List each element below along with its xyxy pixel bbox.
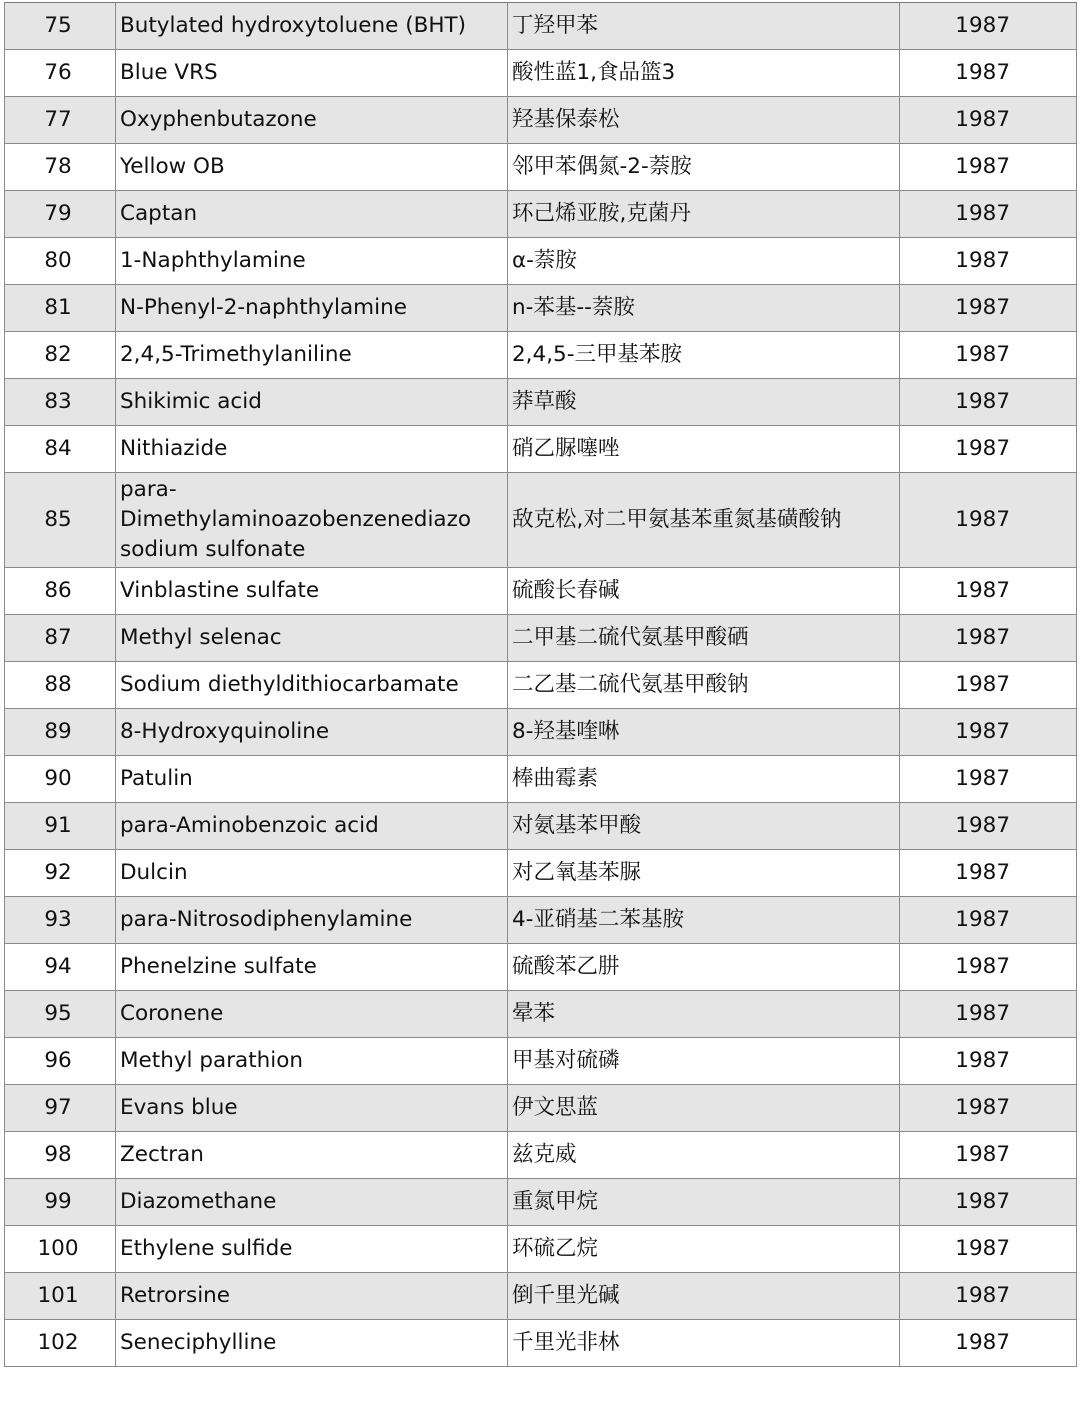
chinese-name: 4-亚硝基二苯基胺 <box>508 897 900 944</box>
table-row <box>5 473 1077 568</box>
english-name: Retrorsine <box>116 1273 508 1320</box>
english-name: Zectran <box>116 1132 508 1179</box>
row-number: 79 <box>5 191 116 238</box>
english-name: Seneciphylline <box>116 1320 508 1367</box>
year: 1987 <box>900 144 1077 191</box>
english-name: Blue VRS <box>116 50 508 97</box>
year: 1987 <box>900 568 1077 615</box>
year: 1987 <box>900 1179 1077 1226</box>
chinese-name: 二乙基二硫代氨基甲酸钠 <box>508 662 900 709</box>
year: 1987 <box>900 426 1077 473</box>
row-number: 83 <box>5 379 116 426</box>
chinese-name: 羟基保泰松 <box>508 97 900 144</box>
english-name: Captan <box>116 191 508 238</box>
english-name: para-Nitrosodiphenylamine <box>116 897 508 944</box>
table-row <box>5 850 1077 897</box>
chinese-name: 伊文思蓝 <box>508 1085 900 1132</box>
year: 1987 <box>900 991 1077 1038</box>
chinese-name: 酸性蓝1,食品篮3 <box>508 50 900 97</box>
year: 1987 <box>900 191 1077 238</box>
table-row <box>5 1132 1077 1179</box>
table-row <box>5 1226 1077 1273</box>
table-row <box>5 332 1077 379</box>
chinese-name: n-苯基--萘胺 <box>508 285 900 332</box>
chinese-name: 环硫乙烷 <box>508 1226 900 1273</box>
english-name: Ethylene sulfide <box>116 1226 508 1273</box>
chinese-name: α-萘胺 <box>508 238 900 285</box>
year: 1987 <box>900 1038 1077 1085</box>
chinese-name: 甲基对硫磷 <box>508 1038 900 1085</box>
year: 1987 <box>900 238 1077 285</box>
chinese-name: 8-羟基喹啉 <box>508 709 900 756</box>
row-number: 78 <box>5 144 116 191</box>
chemical-list-table <box>4 2 1077 1367</box>
english-name: Diazomethane <box>116 1179 508 1226</box>
year: 1987 <box>900 615 1077 662</box>
year: 1987 <box>900 1320 1077 1367</box>
table-row <box>5 662 1077 709</box>
chinese-name: 重氮甲烷 <box>508 1179 900 1226</box>
row-number: 90 <box>5 756 116 803</box>
year: 1987 <box>900 332 1077 379</box>
row-number: 82 <box>5 332 116 379</box>
row-number: 84 <box>5 426 116 473</box>
chinese-name: 敌克松,对二甲氨基苯重氮基磺酸钠 <box>508 473 900 568</box>
year: 1987 <box>900 897 1077 944</box>
table-row <box>5 426 1077 473</box>
english-name: 2,4,5-Trimethylaniline <box>116 332 508 379</box>
row-number: 89 <box>5 709 116 756</box>
chinese-name: 莽草酸 <box>508 379 900 426</box>
chinese-name: 兹克威 <box>508 1132 900 1179</box>
row-number: 85 <box>5 473 116 568</box>
chinese-name: 对乙氧基苯脲 <box>508 850 900 897</box>
table-row <box>5 238 1077 285</box>
row-number: 101 <box>5 1273 116 1320</box>
table-row <box>5 897 1077 944</box>
year: 1987 <box>900 756 1077 803</box>
row-number: 98 <box>5 1132 116 1179</box>
year: 1987 <box>900 944 1077 991</box>
chinese-name: 2,4,5-三甲基苯胺 <box>508 332 900 379</box>
row-number: 75 <box>5 3 116 50</box>
chinese-name: 晕苯 <box>508 991 900 1038</box>
row-number: 81 <box>5 285 116 332</box>
chinese-name: 邻甲苯偶氮-2-萘胺 <box>508 144 900 191</box>
year: 1987 <box>900 97 1077 144</box>
chinese-name: 硫酸长春碱 <box>508 568 900 615</box>
row-number: 77 <box>5 97 116 144</box>
year: 1987 <box>900 803 1077 850</box>
table-row <box>5 191 1077 238</box>
year: 1987 <box>900 379 1077 426</box>
chinese-name: 二甲基二硫代氨基甲酸硒 <box>508 615 900 662</box>
english-name: Shikimic acid <box>116 379 508 426</box>
english-name-line: para- <box>120 477 177 502</box>
chinese-name: 千里光非林 <box>508 1320 900 1367</box>
table-row <box>5 991 1077 1038</box>
year: 1987 <box>900 285 1077 332</box>
english-name: para-Aminobenzoic acid <box>116 803 508 850</box>
row-number: 86 <box>5 568 116 615</box>
english-name: 1-Naphthylamine <box>116 238 508 285</box>
row-number: 97 <box>5 1085 116 1132</box>
english-name: Oxyphenbutazone <box>116 97 508 144</box>
english-name: Methyl parathion <box>116 1038 508 1085</box>
year: 1987 <box>900 850 1077 897</box>
english-name: Evans blue <box>116 1085 508 1132</box>
row-number: 102 <box>5 1320 116 1367</box>
table-row <box>5 144 1077 191</box>
year: 1987 <box>900 1273 1077 1320</box>
year: 1987 <box>900 1226 1077 1273</box>
year: 1987 <box>900 473 1077 568</box>
row-number: 91 <box>5 803 116 850</box>
english-name: 8-Hydroxyquinoline <box>116 709 508 756</box>
english-name: Dulcin <box>116 850 508 897</box>
table-row <box>5 1273 1077 1320</box>
chinese-name: 丁羟甲苯 <box>508 3 900 50</box>
table-row <box>5 285 1077 332</box>
chinese-name: 硝乙脲噻唑 <box>508 426 900 473</box>
year: 1987 <box>900 50 1077 97</box>
english-name: Yellow OB <box>116 144 508 191</box>
table-row <box>5 709 1077 756</box>
table-row <box>5 568 1077 615</box>
english-name: Sodium diethyldithiocarbamate <box>116 662 508 709</box>
year: 1987 <box>900 1085 1077 1132</box>
english-name: Nithiazide <box>116 426 508 473</box>
table-row <box>5 3 1077 50</box>
english-name: Vinblastine sulfate <box>116 568 508 615</box>
year: 1987 <box>900 1132 1077 1179</box>
chinese-name: 倒千里光碱 <box>508 1273 900 1320</box>
table-row <box>5 1320 1077 1367</box>
table-row <box>5 1038 1077 1085</box>
chinese-name: 对氨基苯甲酸 <box>508 803 900 850</box>
english-name: Coronene <box>116 991 508 1038</box>
table-row <box>5 803 1077 850</box>
table-row <box>5 944 1077 991</box>
english-name: Butylated hydroxytoluene (BHT) <box>116 3 508 50</box>
english-name-line: Dimethylaminoazobenzenediazo <box>120 507 472 532</box>
english-name <box>116 473 508 568</box>
row-number: 96 <box>5 1038 116 1085</box>
table-row <box>5 756 1077 803</box>
english-name: N-Phenyl-2-naphthylamine <box>116 285 508 332</box>
year: 1987 <box>900 709 1077 756</box>
row-number: 99 <box>5 1179 116 1226</box>
row-number: 93 <box>5 897 116 944</box>
row-number: 92 <box>5 850 116 897</box>
table-row <box>5 1085 1077 1132</box>
table-row <box>5 50 1077 97</box>
row-number: 76 <box>5 50 116 97</box>
year: 1987 <box>900 3 1077 50</box>
english-name: Phenelzine sulfate <box>116 944 508 991</box>
table-row <box>5 1179 1077 1226</box>
row-number: 94 <box>5 944 116 991</box>
row-number: 95 <box>5 991 116 1038</box>
english-name-line: sodium sulfonate <box>120 537 306 562</box>
row-number: 80 <box>5 238 116 285</box>
chinese-name: 棒曲霉素 <box>508 756 900 803</box>
english-name: Patulin <box>116 756 508 803</box>
row-number: 88 <box>5 662 116 709</box>
row-number: 87 <box>5 615 116 662</box>
english-name: Methyl selenac <box>116 615 508 662</box>
chinese-name: 硫酸苯乙肼 <box>508 944 900 991</box>
year: 1987 <box>900 662 1077 709</box>
chinese-name: 环己烯亚胺,克菌丹 <box>508 191 900 238</box>
row-number: 100 <box>5 1226 116 1273</box>
table-row <box>5 379 1077 426</box>
table-row <box>5 615 1077 662</box>
table-row <box>5 97 1077 144</box>
